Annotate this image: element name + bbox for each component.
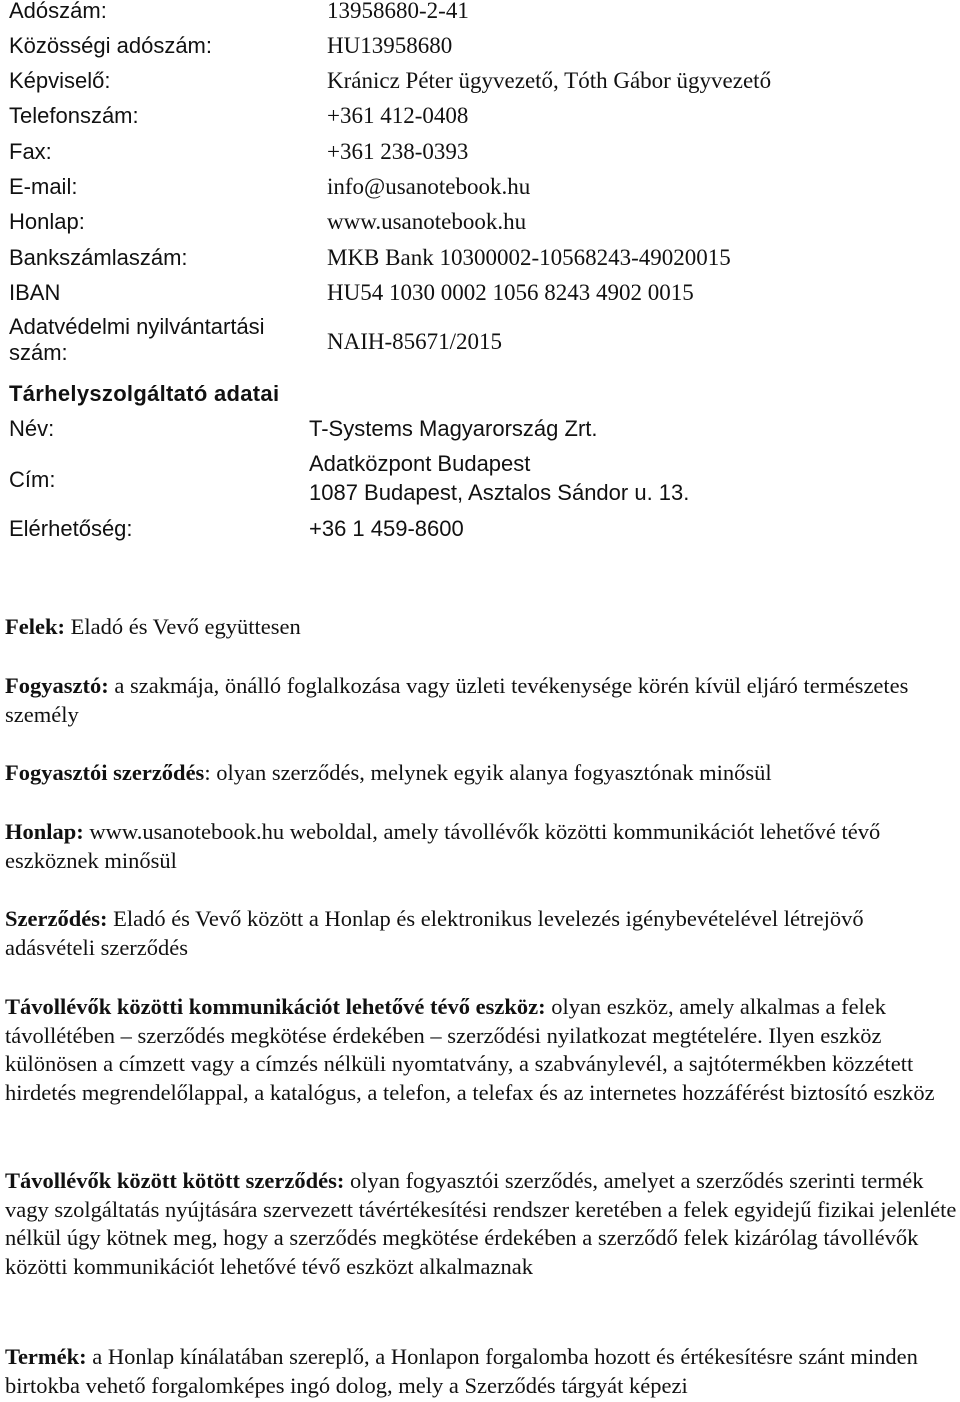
host-address-line2: 1087 Budapest, Asztalos Sándor u. 13. [309, 480, 690, 505]
definition-text: a Honlap kínálatában szereplő, a Honlapon forgalomba hozott és értékesítésre szánt minden birtokba vehető forgalomképes ingó dolog, mely a Szerződés tárgyát képezi [5, 1344, 918, 1398]
definition-term: Távollévők közötti kommunikációt lehetővé tévő eszköz: [5, 994, 546, 1019]
definition-text: Eladó és Vevő között a Honlap és elektronikus levelezés igénybevételével létrejövő adásvételi szerződés [5, 906, 864, 960]
tax-number-value: 13958680-2-41 [327, 0, 469, 23]
privacy-register-value: NAIH-85671/2015 [327, 329, 503, 354]
phone-label: Telefonszám: [9, 103, 139, 128]
tax-number-label: Adószám: [9, 0, 107, 23]
iban-label: IBAN [9, 280, 61, 305]
website-value: www.usanotebook.hu [327, 209, 527, 234]
definition-text: www.usanotebook.hu weboldal, amely távollévők közötti kommunikációt lehetővé tévő eszköznek minősül [5, 819, 881, 873]
definition-term: Termék: [5, 1344, 87, 1369]
definition-text: olyan eszköz, amely alkalmas a felek távollétében ‒ szerződés megkötése érdekében ‒ szerződési nyilatkozat megtételére. Ilyen eszköz különösen a címzett vagy a címzés nélküli nyomtatvány, a szabványlevél, a sajtótermékben közzétett hirdetés megrendelőlappal, a katalógus, a telefon, a telefax és az internetes hozzáférést biztosító eszköz [5, 994, 935, 1105]
host-address-value [309, 449, 689, 507]
definition-text: olyan fogyasztói szerződés, amelyet a szerződés szerinti termék vagy szolgáltatás nyújtására szervezett távértékesítési rendszer keretében a felek egyidejű fizikai jelenléte nélkül úgy kötnek meg, hogy a szerződés megkötése érdekében a szerződő felek kizárólag távollévők közötti kommunikációt lehetővé tévő eszközt alkalmaznak [5, 1168, 957, 1279]
phone-value: +361 412-0408 [327, 103, 469, 128]
privacy-register-label-line1: Adatvédelmi nyilvántartási [9, 314, 265, 339]
definition-text: Eladó és Vevő együttesen [64, 614, 301, 639]
definition-fogyaszto [5, 672, 957, 729]
definition-text: : olyan szerződés, melynek egyik alanya fogyasztónak minősül [204, 760, 772, 785]
privacy-register-label-line2: szám: [9, 340, 68, 365]
definition-honlap [5, 818, 957, 875]
fax-label: Fax: [9, 139, 52, 164]
host-address-label: Cím: [9, 467, 56, 492]
definition-text: a szakmája, önálló foglalkozása vagy üzleti tevékenysége körén kívül eljáró természetes személy [5, 673, 909, 727]
host-name-label: Név: [9, 416, 55, 441]
representative-label: Képviselő: [9, 68, 111, 93]
representative-value: Kránicz Péter ügyvezető, Tóth Gábor ügyvezető [327, 68, 772, 93]
definition-felek [5, 613, 957, 642]
definition-term: Fogyasztó: [5, 673, 109, 698]
iban-value: HU54 1030 0002 1056 8243 4902 0015 [327, 280, 694, 305]
host-contact-value: +36 1 459-8600 [309, 516, 464, 541]
privacy-register-label [9, 314, 265, 366]
definition-term: Felek: [5, 614, 65, 639]
definition-tavollevok-szerzodes [5, 1167, 957, 1281]
definition-termek [5, 1343, 957, 1400]
website-label: Honlap: [9, 209, 85, 234]
definition-term: Fogyasztói szerződés [5, 760, 205, 785]
fax-value: +361 238-0393 [327, 139, 469, 164]
definition-szerzodes [5, 905, 957, 962]
email-value: info@usanotebook.hu [327, 174, 531, 199]
host-address-line1: Adatközpont Budapest [309, 451, 531, 476]
definition-term: Távollévők között kötött szerződés: [5, 1168, 345, 1193]
host-contact-label: Elérhetőség: [9, 516, 133, 541]
email-label: E-mail: [9, 174, 78, 199]
hosting-heading: Tárhelyszolgáltató adatai [9, 381, 280, 406]
eu-tax-number-value: HU13958680 [327, 33, 453, 58]
definition-term: Honlap: [5, 819, 84, 844]
definition-term: Szerződés: [5, 906, 108, 931]
eu-tax-number-label: Közösségi adószám: [9, 33, 212, 58]
definition-tavollevok-eszkoz [5, 993, 957, 1107]
definition-fogyasztoi-szerzodes [5, 759, 957, 788]
bank-account-value: MKB Bank 10300002-10568243-49020015 [327, 245, 731, 270]
bank-account-label: Bankszámlaszám: [9, 245, 188, 270]
host-name-value: T-Systems Magyarország Zrt. [309, 416, 598, 441]
